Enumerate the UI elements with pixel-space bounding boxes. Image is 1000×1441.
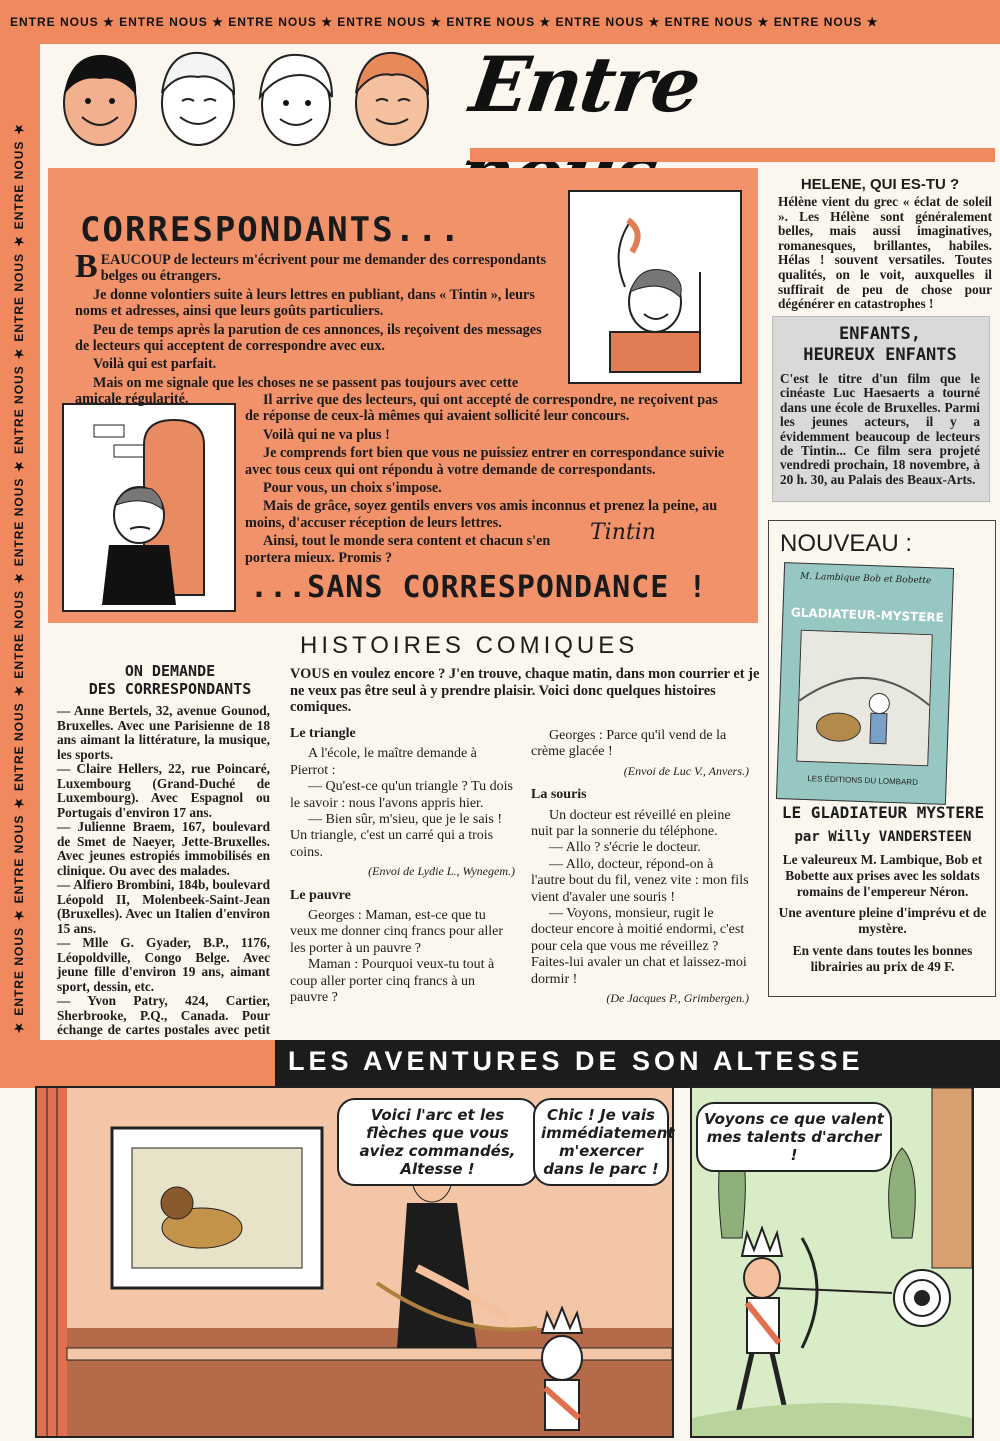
pauvre-title: Le pauvre (290, 887, 351, 903)
gladiateur-text (775, 852, 990, 981)
histoires-comiques-title: HISTOIRES COMIQUES (300, 632, 639, 659)
corr-paragraph-8: Je comprends fort bien que vous ne puissiez entrer en correspondance suivie avec tous ceux qui ont répondu à votre demande de correspondants. (245, 445, 725, 478)
souris-paragraph-1: Un docteur est réveillé en pleine nuit par la sonnerie du téléphone. (531, 807, 731, 840)
triangle-paragraph-1: A l'école, le maître demande à Pierrot : (290, 746, 477, 778)
correspondants-title: CORRESPONDANTS... (80, 210, 462, 250)
waiting-boy-drawing (64, 405, 234, 610)
list-item: — Alfiero Brombini, 184b, boulevard Léopold II, Molenbeek-Saint-Jean (Bruxelles). Avec un Italien d'environ 15 ans. (57, 877, 270, 936)
souris-paragraph-4: — Voyons, monsieur, rugit le docteur encore à moitié endormi, c'est pour cela que vous me réveillez ? Faites-lui avaler un chat et laissez-moi dormir ! (531, 906, 747, 987)
nouveau-title: NOUVEAU : (780, 530, 913, 557)
souris-title: La souris (531, 787, 587, 803)
helene-title: HELENE, QUI ES-TU ? (800, 176, 960, 193)
logo-underline (470, 148, 995, 162)
book-cover (776, 562, 954, 805)
dropcap-letter: B (75, 248, 98, 285)
entre-nous-logo: Entre (465, 40, 705, 129)
corr-paragraph-11: Ainsi, tout le monde sera content et chacun s'en portera mieux. Promis ? (245, 533, 551, 566)
sans-correspondance-title: ...SANS CORRESPONDANCE ! (250, 570, 708, 605)
demande-title-line1: ON DEMANDE (124, 662, 216, 680)
helene-text: Hélène vient du grec « éclat de soleil ». Les Hélène sont généralement belles, mais aussi imaginatives, romanesques, brillantes, habiles. Hélas ! souvent versatiles. Toutes qualités, on le voit, auxquelles il suffirait de peu de chose pour dégénérer en catastrophes ! (778, 194, 992, 312)
demande-title-line2: DES CORRESPONDANTS (88, 680, 252, 698)
speech-bubble-2: Chic ! Je vais immédiatement m'exercer dans le parc ! (533, 1098, 669, 1186)
demande-title (50, 662, 290, 698)
corr-paragraph-6: Il arrive que des lecteurs, qui ont accepté de correspondre, ne reçoivent pas de réponse de ceux-là mêmes qui avaient sollicité leur concours. (245, 392, 718, 425)
tintin-signature: Tintin (590, 520, 656, 545)
triangle-paragraph-2: — Qu'est-ce qu'un triangle ? Tu dois le savoir : nous l'avons appris hier. (290, 779, 513, 811)
book-cover-series: M. Lambique Bob et Bobette (799, 571, 932, 587)
left-strip-text: ★ ENTRE NOUS ★ ENTRE NOUS ★ ENTRE NOUS ★ ENTRE NOUS ★ ENTRE NOUS ★ ENTRE NOUS ★ ENTRE NOUS ★ ENTRE NOUS ★ (12, 121, 26, 1035)
triangle-title: Le triangle (290, 726, 356, 741)
gladiateur-paragraph-2: Une aventure pleine d'imprévu et de mystère. (778, 905, 987, 937)
face-orange-hair (356, 53, 428, 145)
souris-paragraph-3: — Allo, docteur, répond-on à l'autre bout du fil, venez vite : mon fils vient d'avaler une souris ! (531, 856, 749, 905)
gladiateur-paragraph-1: Le valeureux M. Lambique, Bob et Bobette aux prises avec les soldats romains de l'empereur Néron. (782, 852, 983, 899)
enfants-title-line2: HEUREUX ENFANTS (803, 345, 957, 365)
list-item: — Julienne Braem, 167, boulevard de Smet de Naeyer, Jette-Bruxelles. Avec jeunes estropiés immobilisés en clinique. Ou avec des malades. (57, 819, 270, 878)
histoires-column-1 (290, 718, 515, 1007)
pauvre-source: (Envoi de Luc V., Anvers.) (623, 763, 749, 778)
souris-paragraph-2: — Allo ? s'écrie le docteur. (549, 840, 701, 856)
illustration-waiting-boy (62, 403, 236, 612)
corr-paragraph-3: Peu de temps après la parution de ces annonces, ils reçoivent des messages de lecteurs qui acceptent de correspondre avec eux. (75, 321, 542, 355)
histoires-column-2 (531, 728, 749, 1007)
face-girl (260, 55, 332, 145)
corr-paragraph-9: Pour vous, un choix s'impose. (263, 480, 442, 497)
histoires-intro: VOUS en voulez encore ? J'en trouve, chaque matin, dans mon courrier et je ne veux pas être seul à y prendre plaisir. Voici donc quelques histoires comiques. (290, 666, 760, 716)
writer-drawing (570, 192, 740, 382)
corr-paragraph-4: Voilà qui est parfait. (93, 356, 217, 373)
list-item: — Mlle G. Gyader, B.P., 1176, Léopoldville, Congo Belge. Avec jeune fille d'environ 19 ans, aimant sport, dessin, etc. (57, 935, 270, 994)
triangle-paragraph-3: — Bien sûr, m'sieu, que je le sais ! Un triangle, c'est un carré qui a trois coins. (290, 812, 503, 860)
gladiateur-title: LE GLADIATEUR MYSTERE (781, 803, 985, 822)
enfants-text: C'est le titre d'un film que le cinéaste Luc Haesaerts a tourné dans une école de Bruxelles. Parmi les jeunes acteurs, il y a évidemment beaucoup de lecteurs de Tintin... Ce film sera projeté vendredi prochain, 18 novembre, à 20 h. 30, au Palais des Beaux-Arts. (780, 371, 980, 487)
pauvre-paragraph-1: Georges : Maman, est-ce que tu veux me donner cinq francs pour aller les porter à un pauvre ? (290, 908, 504, 956)
speech-bubble-1: Voici l'arc et les flèches que vous aviez commandés, Altesse ! (337, 1098, 538, 1186)
list-item: — Claire Hellers, 22, rue Poincaré, Luxembourg (Grand-Duché de Luxembourg). Avec Espagnol ou Portugais d'environ 17 ans. (57, 761, 270, 820)
book-cover-image (796, 630, 933, 767)
pauvre-paragraph-2: Maman : Pourquoi veux-tu tout à coup aller porter cinq francs à un pauvre ? (290, 957, 495, 1006)
gladiateur-byline: par Willy VANDERSTEEN (794, 829, 972, 845)
triangle-source: (Envoi de Lydie L., Wynegem.) (368, 864, 515, 879)
souris-source: (De Jacques P., Grimbergen.) (606, 991, 749, 1006)
illustration-writer (568, 190, 742, 384)
four-faces-illustration (50, 45, 450, 150)
corr-paragraph-1: EAUCOUP de lecteurs m'écrivent pour me demander des correspondants belges ou étrangers. (100, 252, 546, 285)
book-cover-drawing (797, 631, 931, 765)
book-cover-title: GLADIATEUR-MYSTERE (790, 605, 945, 625)
speech-bubble-3: Voyons ce que valent mes talents d'archer ! (696, 1102, 892, 1172)
corr-paragraph-2: Je donne volontiers suite à leurs lettres en publiant, dans « Tintin », leurs noms et adresses, ainsi que leurs goûts particuliers. (75, 286, 535, 320)
list-item: — Yvon Patry, 424, Cartier, Sherbrooke, P.Q., Canada. Pour échange de cartes postales avec petit (57, 993, 270, 1037)
top-strip-text: ENTRE NOUS ★ ENTRE NOUS ★ ENTRE NOUS ★ ENTRE NOUS ★ ENTRE NOUS ★ ENTRE NOUS ★ ENTRE NOUS ★ ENTRE NOUS ★ (10, 15, 879, 29)
face-dark-hair (64, 55, 136, 145)
face-white-hair (162, 53, 234, 145)
demande-list (57, 704, 270, 1052)
corr-paragraph-10: Mais de grâce, soyez gentils envers vos amis inconnus et prenez la peine, au moins, d'accuser réception de leurs lettres. (245, 498, 718, 531)
correspondants-text-top (75, 248, 555, 410)
list-item: — Anne Bertels, 32, avenue Gounod, Bruxelles. Avec une Parisienne de 18 ans aimant la littérature, la musique, les sports. (57, 703, 270, 762)
comic-banner-title: LES AVENTURES DE SON ALTESSE (288, 1046, 864, 1076)
corr-paragraph-7: Voilà qui ne va plus ! (263, 426, 390, 443)
corr-paragraph-5: Mais on me signale que les choses ne se passent pas toujours avec cette amicale régularité. (75, 374, 519, 408)
book-cover-publisher: LES ÉDITIONS DU LOMBARD (807, 774, 919, 787)
pauvre-paragraph-3: Georges : Parce qu'il vend de la crème glacée ! (531, 728, 727, 760)
enfants-title (772, 324, 988, 366)
enfants-title-line1: ENFANTS, (839, 324, 921, 344)
gladiateur-paragraph-3: En vente dans toutes les bonnes librairies au prix de 49 F. (792, 942, 973, 974)
